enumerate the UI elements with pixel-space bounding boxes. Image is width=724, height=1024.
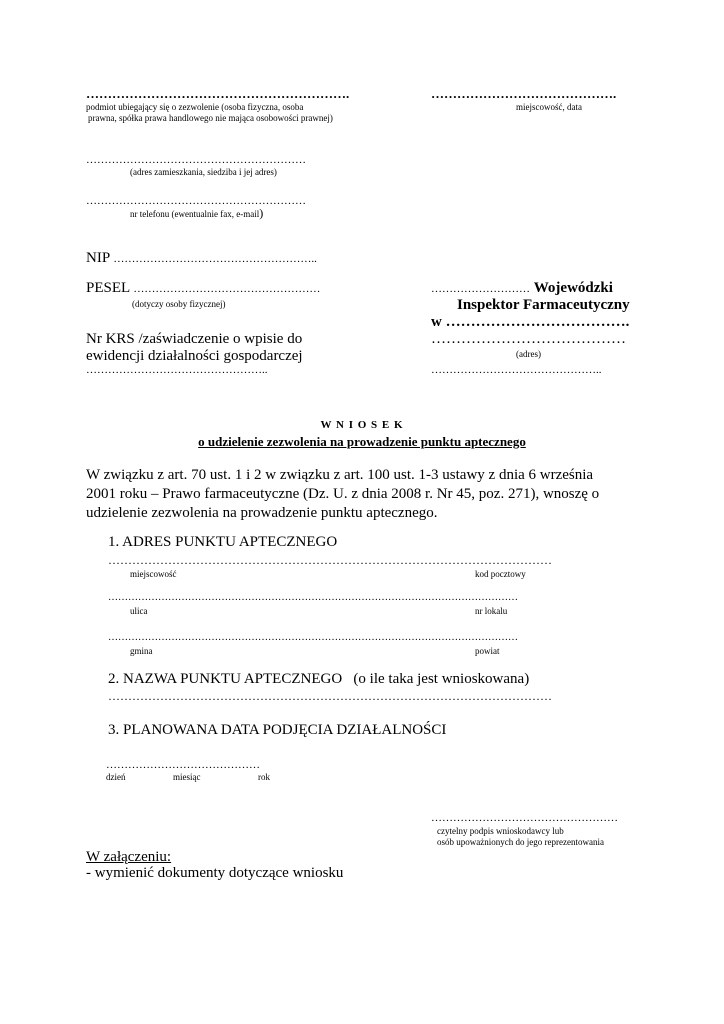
address-field-dots[interactable]: ……………………………………………………: [86, 154, 306, 166]
nip-label: NIP: [86, 250, 110, 266]
intro-paragraph: W związku z art. 70 ust. 1 i 2 w związku z art. 100 ust. 1-3 ustawy z dnia 6 września 2001 roku – Prawo farmaceutyczne (Dz. U. z dnia 2008 r. Nr 45, poz. 271), wnoszę o udzielenie zezwolenia na prowadzenie punktu aptecznego.: [86, 467, 600, 521]
attachments-heading: W załączeniu:: [86, 849, 172, 865]
pesel-caption: (dotyczy osoby fizycznej): [132, 299, 226, 309]
document-title: W N I O S E K: [320, 419, 404, 431]
inspector-line2: Inspektor Farmaceutyczny: [457, 297, 630, 313]
applicant-caption-line1: podmiot ubiegający się o zezwolenie (osoba fizyczna, osoba: [86, 102, 304, 112]
caption-powiat: powiat: [475, 646, 500, 656]
inspector-line3: w ……………………………….: [431, 314, 630, 330]
applicant-caption-line2: prawna, spółka prawa handlowego nie mająca osobowości prawnej): [88, 113, 333, 123]
section2-heading: 2. NAZWA PUNKTU APTECZNEGO (o ile taka jest wnioskowana): [108, 671, 530, 687]
pesel-label: PESEL: [86, 280, 130, 296]
caption-kod-pocztowy: kod pocztowy: [475, 569, 526, 579]
place-date-caption: miejscowość, data: [516, 102, 582, 112]
section1-heading: 1. ADRES PUNKTU APTECZNEGO: [108, 534, 338, 550]
phone-caption: nr telefonu (ewentualnie fax, e-mail): [130, 206, 264, 220]
signature-dots[interactable]: ……………………………………………: [431, 812, 618, 824]
inspector-dots[interactable]: ………………………: [431, 283, 530, 295]
address-caption: (adres zamieszkania, siedziba i jej adres): [130, 167, 277, 177]
nip-row: [86, 249, 317, 267]
caption-rok: rok: [258, 772, 270, 782]
section2-dots[interactable]: …………………………………………………………………………………………………: [108, 689, 552, 703]
caption-gmina: gmina: [130, 646, 153, 656]
inspector-city-dots[interactable]: ……………………………….: [445, 314, 630, 330]
krs-label-line2: ewidencji działalności gospodarczej: [86, 348, 303, 364]
signature-caption-line1: czytelny podpis wnioskodawcy lub: [437, 826, 564, 836]
inspector-title: Wojewódzki: [533, 280, 613, 296]
inspector-address-dots-2[interactable]: ………………………………………..: [431, 364, 602, 376]
pesel-field-dots[interactable]: ……………………………………………: [133, 283, 321, 295]
applicant-field-dots[interactable]: …………………………………………………….: [86, 86, 350, 101]
section1-row1-dots[interactable]: …………………………………………………………………………………………………: [108, 553, 552, 567]
caption-nr-lokalu: nr lokalu: [475, 606, 508, 616]
inspector-line1: [431, 279, 613, 297]
caption-miejscowosc: miejscowość: [130, 569, 177, 579]
signature-caption-line2: osób upoważnionych do jego reprezentowania: [437, 837, 604, 847]
section2-note: (o ile taka jest wnioskowana): [353, 671, 530, 687]
section1-row2-dots[interactable]: ……………………………………………………………………………………………………………: [108, 592, 518, 603]
planned-date-dots[interactable]: ……………………………………: [106, 759, 260, 771]
caption-miesiac: miesiąc: [173, 772, 201, 782]
attachments-item: - wymienić dokumenty dotyczące wniosku: [86, 865, 344, 881]
caption-ulica: ulica: [130, 606, 148, 616]
nip-field-dots[interactable]: ………………………………………………..: [113, 253, 317, 265]
section1-row3-dots[interactable]: ……………………………………………………………………………………………………………: [108, 632, 518, 643]
krs-label-line1: Nr KRS /zaświadczenie o wpisie do: [86, 331, 303, 347]
document-subtitle: o udzielenie zezwolenia na prowadzenie punktu aptecznego: [198, 434, 526, 449]
phone-field-dots[interactable]: ……………………………………………………: [86, 195, 306, 207]
section3-heading: 3. PLANOWANA DATA PODJĘCIA DZIAŁALNOŚCI: [108, 722, 447, 738]
place-date-field-dots[interactable]: …………………………………….: [431, 86, 617, 101]
inspector-address-caption: (adres): [516, 349, 541, 359]
caption-dzien: dzień: [106, 772, 126, 782]
krs-field-dots[interactable]: …………………………………………..: [86, 364, 268, 376]
pesel-row: [86, 279, 320, 297]
inspector-address-dots[interactable]: …………………………………: [431, 331, 626, 347]
